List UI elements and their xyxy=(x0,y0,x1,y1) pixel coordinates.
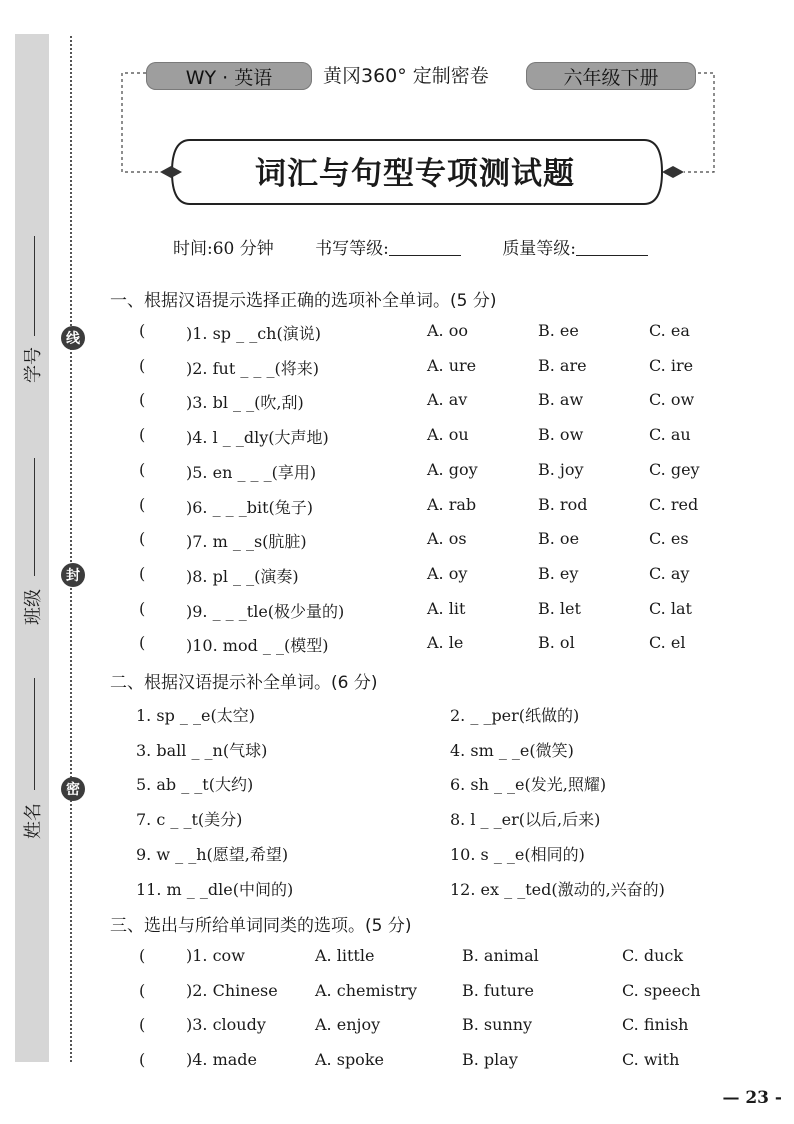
question-stem: )3. bl _ _(吹,刮) xyxy=(186,393,304,413)
question-row xyxy=(0,599,794,623)
option-b: B. play xyxy=(462,1050,518,1070)
option-b: B. ol xyxy=(538,633,575,653)
option-a: A. oo xyxy=(427,321,468,340)
question-row xyxy=(0,425,794,449)
option-a: A. le xyxy=(427,633,464,653)
option-c: C. ow xyxy=(649,390,695,410)
quality-grade-label: 质量等级: xyxy=(502,239,577,259)
option-a: A. rab xyxy=(427,494,477,514)
option-b: B. let xyxy=(538,598,581,618)
option-b: B. oe xyxy=(538,529,580,549)
fill-item[interactable]: 9. w _ _h(愿望,希望) xyxy=(136,844,289,864)
subject-badge: WY · 英语 xyxy=(146,62,312,90)
option-c: C. es xyxy=(649,529,689,549)
option-c: C. au xyxy=(649,425,691,445)
question-stem: )9. _ _ _tle(极少量的) xyxy=(186,601,345,621)
answer-bracket[interactable]: ( xyxy=(139,980,146,1000)
writing-grade-blank[interactable] xyxy=(389,239,461,256)
option-b: B. animal xyxy=(462,946,539,965)
page-title: 词汇与句型专项测试题 xyxy=(255,156,575,192)
answer-bracket[interactable]: ( xyxy=(139,1015,146,1035)
option-b: B. sunny xyxy=(462,1015,533,1035)
answer-bracket[interactable]: ( xyxy=(139,529,146,549)
option-a: A. os xyxy=(427,529,467,549)
answer-bracket[interactable]: ( xyxy=(139,1050,146,1070)
fill-row xyxy=(0,738,794,762)
writing-grade xyxy=(315,234,461,259)
time-limit: 时间:60 分钟 xyxy=(173,239,274,259)
question-row xyxy=(0,633,794,657)
option-b: B. ey xyxy=(538,563,579,583)
answer-bracket[interactable]: ( xyxy=(139,390,146,410)
answer-bracket[interactable]: ( xyxy=(139,946,146,965)
fill-item[interactable]: 10. s _ _e(相同的) xyxy=(450,844,585,864)
fill-item[interactable]: 5. ab _ _t(大约) xyxy=(136,775,254,795)
question-row xyxy=(0,564,794,588)
fill-item[interactable]: 11. m _ _dle(中间的) xyxy=(136,879,294,899)
question-row xyxy=(0,356,794,380)
answer-bracket[interactable]: ( xyxy=(139,425,146,445)
answer-bracket[interactable]: ( xyxy=(139,598,146,618)
option-c: C. red xyxy=(649,494,699,514)
option-a: A. ou xyxy=(427,425,469,445)
answer-bracket[interactable]: ( xyxy=(139,563,146,583)
answer-bracket[interactable]: ( xyxy=(139,355,146,375)
option-a: A. av xyxy=(427,390,468,410)
option-a: A. lit xyxy=(427,598,466,618)
fill-row xyxy=(0,842,794,866)
option-b: B. future xyxy=(462,980,535,1000)
fill-item[interactable]: 12. ex _ _ted(激动的,兴奋的) xyxy=(450,879,665,899)
fill-item[interactable]: 4. sm _ _e(微笑) xyxy=(450,740,574,760)
question-stem: )6. _ _ _bit(兔子) xyxy=(186,497,314,517)
option-c: C. speech xyxy=(622,980,701,1000)
fill-item[interactable]: 1. sp _ _e(太空) xyxy=(136,706,255,725)
option-a: A. spoke xyxy=(315,1050,384,1070)
option-a: A. enjoy xyxy=(315,1015,381,1035)
option-b: B. aw xyxy=(538,390,584,410)
page-number: — 23 - xyxy=(722,1088,782,1108)
fill-row xyxy=(0,772,794,796)
answer-bracket[interactable]: ( xyxy=(139,494,146,514)
option-b: B. rod xyxy=(538,494,588,514)
question-stem: )7. m _ _s(肮脏) xyxy=(186,532,307,552)
question-stem: )4. made xyxy=(186,1050,258,1070)
student-id-label: 学号 xyxy=(23,347,44,383)
option-c: C. gey xyxy=(649,459,700,479)
question-stem: )4. l _ _dly(大声地) xyxy=(186,428,329,448)
question-row xyxy=(0,495,794,519)
question-stem: )10. mod _ _(模型) xyxy=(186,636,329,656)
title-frame xyxy=(0,0,794,240)
question-stem: )5. en _ _ _(享用) xyxy=(186,462,317,482)
seal-secret: 密 xyxy=(61,777,85,801)
meta-row xyxy=(173,234,684,259)
option-a: A. oy xyxy=(427,563,468,583)
option-c: C. lat xyxy=(649,598,692,618)
fill-item[interactable]: 8. l _ _er(以后,后来) xyxy=(450,810,601,830)
option-b: B. joy xyxy=(538,459,584,479)
option-a: A. little xyxy=(315,946,375,965)
option-c: C. ea xyxy=(649,321,690,340)
option-c: C. with xyxy=(622,1050,680,1070)
answer-bracket[interactable]: ( xyxy=(139,321,146,340)
answer-bracket[interactable]: ( xyxy=(139,459,146,479)
question-stem: )8. pl _ _(演奏) xyxy=(186,566,299,586)
option-a: A. ure xyxy=(427,355,477,375)
fill-item[interactable]: 2. _ _per(纸做的) xyxy=(450,706,580,725)
option-c: C. ay xyxy=(649,563,690,583)
fill-item[interactable]: 7. c _ _t(美分) xyxy=(136,810,243,830)
question-row xyxy=(0,1050,794,1074)
fill-row xyxy=(0,807,794,831)
question-row xyxy=(0,321,794,345)
fill-row xyxy=(0,877,794,901)
class-label: 班级 xyxy=(23,589,44,625)
section3-title: 三、选出与所给单词同类的选项。(5 分) xyxy=(110,916,412,936)
question-row xyxy=(0,460,794,484)
question-stem: )2. fut _ _ _(将来) xyxy=(186,358,319,378)
option-c: C. duck xyxy=(622,946,684,965)
seal-line: 线 xyxy=(61,326,85,350)
section1-title: 一、根据汉语提示选择正确的选项补全单词。(5 分) xyxy=(110,291,497,311)
grade-badge: 六年级下册 xyxy=(526,62,696,90)
quality-grade xyxy=(502,234,648,259)
question-stem: )2. Chinese xyxy=(186,980,278,1000)
section2-title: 二、根据汉语提示补全单词。(6 分) xyxy=(110,673,378,693)
seal-seal: 封 xyxy=(61,563,85,587)
question-stem: )3. cloudy xyxy=(186,1015,266,1035)
question-row xyxy=(0,946,794,970)
answer-bracket[interactable]: ( xyxy=(139,633,146,653)
option-b: B. ee xyxy=(538,321,579,340)
fill-item[interactable]: 6. sh _ _e(发光,照耀) xyxy=(450,775,607,795)
fill-item[interactable]: 3. ball _ _n(气球) xyxy=(136,740,268,760)
question-row xyxy=(0,529,794,553)
option-a: A. goy xyxy=(427,459,478,479)
question-row xyxy=(0,981,794,1005)
question-stem: )1. cow xyxy=(186,946,245,965)
question-stem: )1. sp _ _ch(演说) xyxy=(186,324,321,343)
name-label: 姓名 xyxy=(23,803,44,839)
option-a: A. chemistry xyxy=(315,980,418,1000)
fill-row xyxy=(0,703,794,727)
question-row xyxy=(0,1015,794,1039)
quality-grade-blank[interactable] xyxy=(576,239,648,256)
option-b: B. are xyxy=(538,355,587,375)
series-name: 黄冈360° 定制密卷 xyxy=(323,65,489,87)
option-c: C. ire xyxy=(649,355,694,375)
option-c: C. finish xyxy=(622,1015,689,1035)
question-row xyxy=(0,390,794,414)
writing-grade-label: 书写等级: xyxy=(315,239,389,259)
option-c: C. el xyxy=(649,633,686,653)
option-b: B. ow xyxy=(538,425,584,445)
